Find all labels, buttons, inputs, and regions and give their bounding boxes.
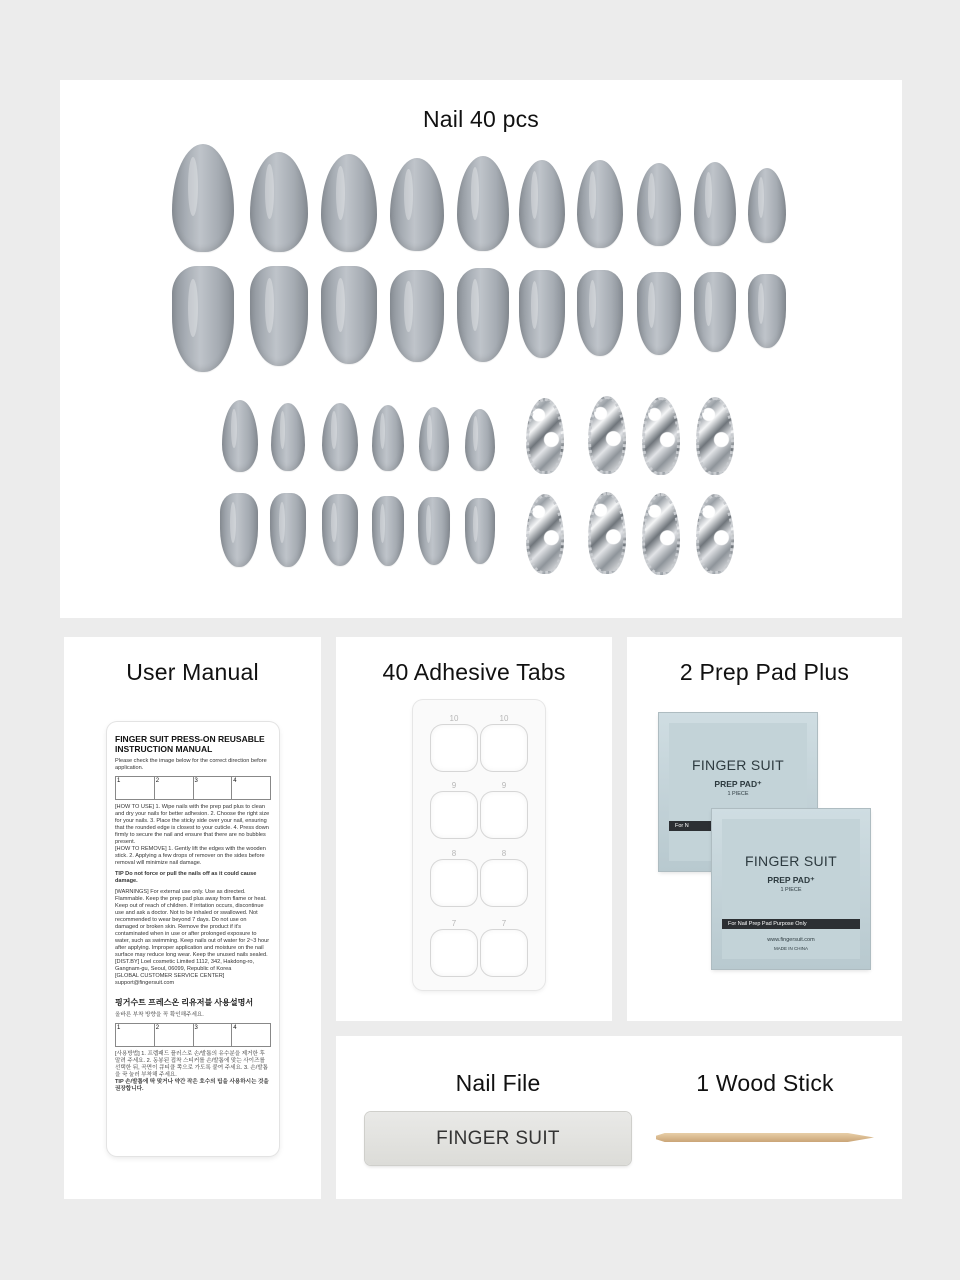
- prep-pad-quantity: 1 PIECE: [780, 887, 802, 893]
- manual-how-to-use: [HOW TO USE] 1. Wipe nails with the prep pad plus to clean and dry your nails for better adhesion. 2. Choose the right size for your nails. 3. Place the sticky side over your nail, ensuring that the rounded edge is closest to your cuticle. 4. Press down firmly to secure the nail and ensure that there are no bubbles present.: [115, 804, 270, 846]
- decorated-nail: [588, 492, 626, 574]
- manual-warnings: [WARNINGS] For external use only. Use as directed. Flammable. Keep the prep pad plus away from flame or heat. Keep out of reach of children. If irritation occurs, discontinue use and ask a doctor. Not to be inhaled or swallowed. Not recommended to wear beyond 7 days. Do not use on damaged or broken skin. Remove the product if it's contaminated when in use or after prolonged exposure to water, such as swimming. Keep nails out of water for 2~3 hour after applying. Improper application and moisture on the nail surface may reduce long wear. Keep the unused nails sealed.: [115, 889, 270, 959]
- press-on-nail: [372, 496, 404, 566]
- adhesive-tab: [481, 919, 527, 976]
- press-on-nail: [250, 152, 308, 252]
- adhesive-tab: [481, 849, 527, 906]
- adhesive-tab: [481, 714, 527, 771]
- press-on-nail: [372, 405, 404, 471]
- press-on-nail: [271, 403, 305, 471]
- prep-pad-website: www.fingersuit.com: [767, 937, 815, 943]
- decorated-nail: [696, 397, 734, 475]
- prep-pad-product: PREP PAD⁺: [767, 875, 815, 885]
- file-title: Nail File: [455, 1070, 541, 1096]
- decorated-nail: [526, 398, 564, 474]
- press-on-nail: [457, 156, 509, 251]
- adhesive-tab: [431, 849, 477, 906]
- tab-size-label: 7: [451, 919, 457, 928]
- press-on-nail: [577, 270, 623, 356]
- press-on-nail: [457, 268, 509, 362]
- nails-panel: [60, 80, 902, 618]
- manual-korean-intro: 올바른 부착 방향을 꼭 확인해주세요.: [115, 1011, 204, 1018]
- press-on-nail: [748, 168, 786, 243]
- stick-title: 1 Wood Stick: [696, 1070, 834, 1096]
- press-on-nail: [390, 158, 444, 251]
- prep-pad-origin: MADE IN CHINA: [773, 946, 808, 951]
- manual-how-to-remove: [HOW TO REMOVE] 1. Gently lift the edges with the wooden stick. 2. Applying a few drops of remover on the sides before removal will minimize nail damage.: [115, 846, 266, 867]
- nail-file: FINGER SUIT: [365, 1112, 631, 1165]
- manual-step-diagram: [115, 776, 271, 800]
- press-on-nail: [390, 270, 444, 362]
- decorated-nail: [642, 493, 680, 575]
- manual-korean-body: [사용방법] 1. 프렙패드 플러스로 손/발톱의 유수분을 제거한 후 말려 주세요. 2. 동봉된 접착 스티커를 손/발톱에 맞는 사이즈를 선택한 뒤, 곡면이 큐티클 쪽으로 가도록 붙여 주세요. 3. 손/발톱을 꾹 눌러 부착해 주세요.: [115, 1050, 269, 1078]
- decorated-nail: [642, 397, 680, 475]
- step-2: 2: [155, 777, 194, 799]
- prep-pad-brand: FINGER SUIT: [692, 757, 784, 773]
- prep-title: 2 Prep Pad Plus: [679, 659, 850, 685]
- kor-step-1: 1: [116, 1024, 155, 1046]
- prep-pad-quantity: 1 PIECE: [727, 791, 749, 797]
- press-on-nail: [748, 274, 786, 348]
- press-on-nail: [637, 163, 681, 246]
- prep-pad-band: For Nail Prep Pad Purpose Only: [722, 919, 860, 929]
- step-3: 3: [194, 777, 233, 799]
- press-on-nail: [694, 162, 736, 246]
- step-4: 4: [233, 778, 237, 785]
- press-on-nail: [465, 498, 495, 564]
- tab-size-label: 10: [449, 714, 459, 723]
- adhesive-tab: [431, 714, 477, 771]
- press-on-nail: [418, 497, 450, 565]
- press-on-nail: [465, 409, 495, 471]
- press-on-nail: [519, 160, 565, 248]
- press-on-nail: [694, 272, 736, 352]
- tab-size-label: 9: [501, 781, 507, 790]
- tabs-title: 40 Adhesive Tabs: [382, 659, 566, 685]
- manual-korean-tip: TIP 손/발톱에 딱 맞거나 약간 작은 호수의 팁을 사용하시는 것을 권장합니다.: [115, 1078, 269, 1092]
- kor-step-2: 2: [155, 1024, 194, 1046]
- press-on-nail: [321, 266, 377, 364]
- manual-korean-step-diagram: [115, 1023, 271, 1047]
- prep-pad-brand: FINGER SUIT: [745, 853, 837, 869]
- tab-size-label: 10: [499, 714, 509, 723]
- wood-stick: [656, 1133, 874, 1142]
- press-on-nail: [222, 400, 258, 472]
- kor-step-4: 4: [233, 1024, 237, 1031]
- decorated-nail: [696, 494, 734, 574]
- manual-heading: FINGER SUIT PRESS-ON REUSABLE INSTRUCTION MANUAL: [115, 734, 265, 755]
- press-on-nail: [321, 154, 377, 252]
- prep-pad-band: For N: [669, 821, 807, 831]
- prep-pad-front: [712, 809, 870, 969]
- decorated-nail: [526, 494, 564, 574]
- press-on-nail: [577, 160, 623, 248]
- manual-title: User Manual: [126, 659, 259, 685]
- manual-intro: Please check the image below for the correct direction before application.: [115, 758, 267, 772]
- kor-step-3: 3: [194, 1024, 233, 1046]
- press-on-nail: [250, 266, 308, 366]
- tab-size-label: 8: [451, 849, 457, 858]
- tab-size-label: 9: [451, 781, 457, 790]
- tab-size-label: 7: [501, 919, 507, 928]
- adhesive-tab: [481, 781, 527, 838]
- manual-tip: TIP Do not force or pull the nails off as it could cause damage.: [115, 871, 257, 885]
- nails-title: Nail 40 pcs: [423, 106, 539, 132]
- user-manual-card: [107, 722, 279, 1156]
- press-on-nail: [270, 493, 306, 567]
- adhesive-tab: [431, 781, 477, 838]
- press-on-nail: [322, 403, 358, 471]
- press-on-nail: [637, 272, 681, 355]
- press-on-nail: [419, 407, 449, 471]
- press-on-nail: [172, 144, 234, 252]
- manual-distributor: [DIST.BY] Loel cosmetic Limited 1112, 342, Hakdong-ro, Gangnam-gu, Seoul, 06099, Republic of Korea: [115, 959, 255, 972]
- adhesive-tab-sheet: [413, 700, 545, 990]
- adhesive-tab: [431, 919, 477, 976]
- manual-service: [GLOBAL CUSTOMER SERVICE CENTER] support@fingersuit.com: [115, 972, 225, 986]
- press-on-nail: [172, 266, 234, 372]
- press-on-nail: [519, 270, 565, 358]
- press-on-nail: [220, 493, 258, 567]
- press-on-nail: [322, 494, 358, 566]
- decorated-nail: [588, 396, 626, 474]
- tab-size-label: 8: [501, 849, 507, 858]
- prep-pad-product: PREP PAD⁺: [714, 779, 762, 789]
- manual-korean-title: 핑거수트 프레스온 리유저블 사용설명서: [115, 997, 254, 1007]
- step-1: 1: [116, 777, 155, 799]
